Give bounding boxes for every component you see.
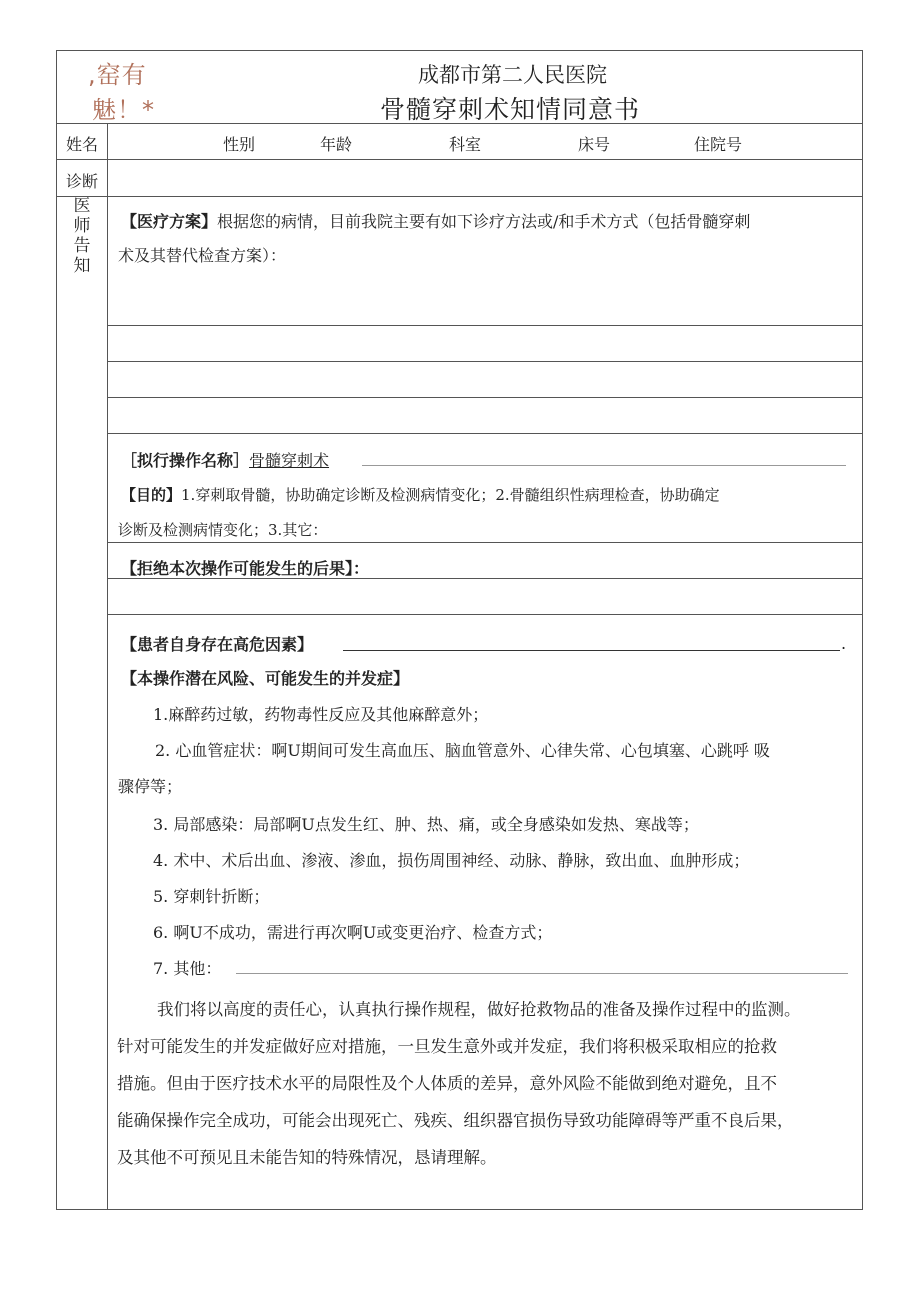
hospital-logo-text-1: ,窑有 <box>88 61 147 89</box>
hospital-name: 成都市第二人民医院 <box>418 63 607 87</box>
gender-label: 性别 <box>223 135 256 154</box>
complication-item-1: 1.麻醉药过敏，药物毒性反应及其他麻醉意外； <box>153 705 489 724</box>
operation-name-row <box>121 448 329 471</box>
purpose-line-1 <box>121 484 720 505</box>
purpose-text-2: 诊断及检测病情变化；3.其它： <box>118 521 328 539</box>
statement-line-2: 针对可能发生的并发症做好应对措施，一旦发生意外或并发症，我们将积极采取相应的抢救 <box>117 1037 777 1056</box>
complication-item-3: 3. 局部感染：局部啊U点发生红、肿、热、痛，或全身感染如发热、寒战等； <box>153 815 699 834</box>
risk-factors-underline <box>343 650 840 651</box>
inpatient-number-label: 住院号 <box>694 135 743 154</box>
complication-item-6: 6. 啊U不成功，需进行再次啊U或变更治疗、检查方式； <box>153 923 553 942</box>
label-column-divider <box>107 123 108 1210</box>
plan-text-2: 术及其替代检查方案）： <box>118 246 287 265</box>
purpose-divider <box>107 542 863 543</box>
plan-heading: 【医疗方案】 <box>121 212 218 231</box>
hospital-logo-text-2: 魅！* <box>92 96 155 124</box>
diagnosis-label: 诊断 <box>66 172 99 191</box>
statement-line-3: 措施。但由于医疗技术水平的局限性及个人体质的差异，意外风险不能做到绝对避免，且不 <box>117 1074 777 1093</box>
risk-factors-end: . <box>841 634 847 653</box>
operation-label: ［拟行操作名称］ <box>121 451 250 470</box>
other-complications-underline <box>236 973 848 974</box>
refusal-line-2 <box>107 614 863 615</box>
plan-text-1: 根据您的病情，目前我院主要有如下诊疗方法或/和手术方式（包括骨髓穿刺 <box>217 212 751 231</box>
refusal-heading: 【拒绝本次操作可能发生的后果】： <box>121 559 370 578</box>
page-title: 骨髓穿刺术知情同意书 <box>380 95 641 124</box>
complications-heading: 【本操作潜在风险、可能发生的并发症】 <box>121 669 410 688</box>
bed-number-label: 床号 <box>578 135 611 154</box>
plan-line-4 <box>107 433 863 434</box>
name-label: 姓名 <box>66 135 99 154</box>
diagnosis-row-divider <box>56 196 863 197</box>
complication-item-2: 2. 心血管症状：啊U期间可发生高血压、脑血管意外、心律失常、心包填塞、心跳呼 吸 <box>155 741 770 760</box>
purpose-text-1: 1.穿刺取骨髓，协助确定诊断及检测病情变化；2.骨髓组织性病理检查，协助确定 <box>181 486 720 504</box>
complication-item-2-cont: 骤停等； <box>118 777 183 796</box>
doctor-notice-label: 医师告知 <box>73 196 91 276</box>
plan-line-3 <box>107 397 863 398</box>
risk-factors-heading: 【患者自身存在高危因素】 <box>121 635 314 654</box>
purpose-heading: 【目的】 <box>121 486 182 504</box>
statement-line-4: 能确保操作完全成功，可能会出现死亡、残疾、组织器官损伤导致功能障碍等严重不良后果， <box>117 1111 794 1130</box>
complication-item-4: 4. 术中、术后出血、渗液、渗血，损伤周围神经、动脉、静脉，致出血、血肿形成； <box>153 851 750 870</box>
age-label: 年龄 <box>320 135 353 154</box>
plan-line-2 <box>107 361 863 362</box>
department-label: 科室 <box>449 135 482 154</box>
complication-item-5: 5. 穿刺针折断； <box>153 887 270 906</box>
statement-line-1: 我们将以高度的责任心，认真执行操作规程，做好抢救物品的准备及操作过程中的监测。 <box>157 1000 801 1019</box>
statement-line-5: 及其他不可预见且未能告知的特殊情况，恳请理解。 <box>117 1148 497 1167</box>
plan-line-1 <box>107 325 863 326</box>
operation-underline <box>362 465 846 466</box>
operation-value: 骨髓穿刺术 <box>249 451 330 470</box>
info-row-divider <box>56 159 863 160</box>
complication-item-7: 7. 其他： <box>153 959 222 978</box>
plan-paragraph-line-1 <box>121 209 750 232</box>
